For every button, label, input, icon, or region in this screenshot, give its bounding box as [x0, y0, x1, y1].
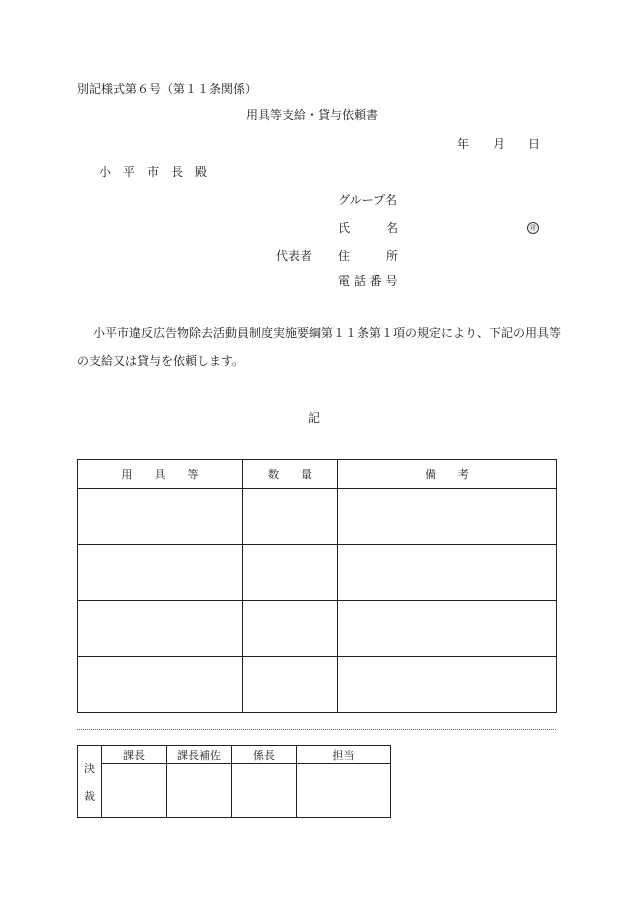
items-table: [77, 459, 557, 713]
header-section-chief: 課長: [102, 746, 167, 764]
approval-label-char: 決: [84, 761, 95, 775]
name-label: 氏 名: [338, 221, 399, 235]
addressee: 小 平 市 長 殿: [99, 165, 208, 179]
header-quantity: 数 量: [243, 460, 338, 489]
item-cell[interactable]: [78, 601, 243, 657]
approval-label: [78, 746, 102, 818]
remarks-cell[interactable]: [338, 657, 557, 713]
approval-table: [77, 745, 391, 818]
item-cell[interactable]: [78, 545, 243, 601]
remarks-cell[interactable]: [338, 545, 557, 601]
quantity-cell[interactable]: [243, 489, 338, 545]
quantity-cell[interactable]: [243, 657, 338, 713]
approval-label-char: 裁: [84, 789, 95, 803]
body-text-line-2: の支給又は貸与を依頼します。: [77, 354, 245, 368]
remarks-cell[interactable]: [338, 489, 557, 545]
stamp-cell[interactable]: [167, 764, 232, 818]
items-table-header: [78, 460, 557, 489]
quantity-cell[interactable]: [243, 545, 338, 601]
stamp-cell[interactable]: [297, 764, 391, 818]
date-month: 月: [493, 137, 506, 151]
header-person-in-charge: 担当: [297, 746, 391, 764]
date-day: 日: [528, 137, 541, 151]
table-row: [78, 545, 557, 601]
date-year: 年: [457, 137, 470, 151]
representative-label: 代表者: [276, 249, 313, 263]
note-mark: 記: [308, 411, 321, 425]
form-reference: 別記様式第６号（第１１条関係）: [77, 82, 258, 96]
stamp-cell[interactable]: [232, 764, 297, 818]
item-cell[interactable]: [78, 489, 243, 545]
seal-icon: ㊞: [527, 222, 539, 234]
document-title: 用具等支給・貸与依頼書: [246, 108, 379, 122]
header-remarks: 備 考: [338, 460, 557, 489]
item-cell[interactable]: [78, 657, 243, 713]
header-items: 用 具 等: [78, 460, 243, 489]
table-row: [78, 657, 557, 713]
approval-stamp-row: [78, 764, 391, 818]
body-text-line-1: 小平市違反広告物除去活動員制度実施要綱第１１条第１項の規定により、下記の用具等: [93, 326, 562, 340]
quantity-cell[interactable]: [243, 601, 338, 657]
header-assistant-chief: 課長補佐: [167, 746, 232, 764]
phone-label: 電 話 番 号: [338, 274, 398, 288]
table-row: [78, 489, 557, 545]
group-name-label: グループ名: [338, 193, 398, 207]
remarks-cell[interactable]: [338, 601, 557, 657]
stamp-cell[interactable]: [102, 764, 167, 818]
address-label: 住 所: [338, 249, 399, 263]
table-row: [78, 601, 557, 657]
cut-line-divider: [77, 729, 556, 730]
header-subsection-chief: 係長: [232, 746, 297, 764]
approval-header-row: [78, 746, 391, 764]
